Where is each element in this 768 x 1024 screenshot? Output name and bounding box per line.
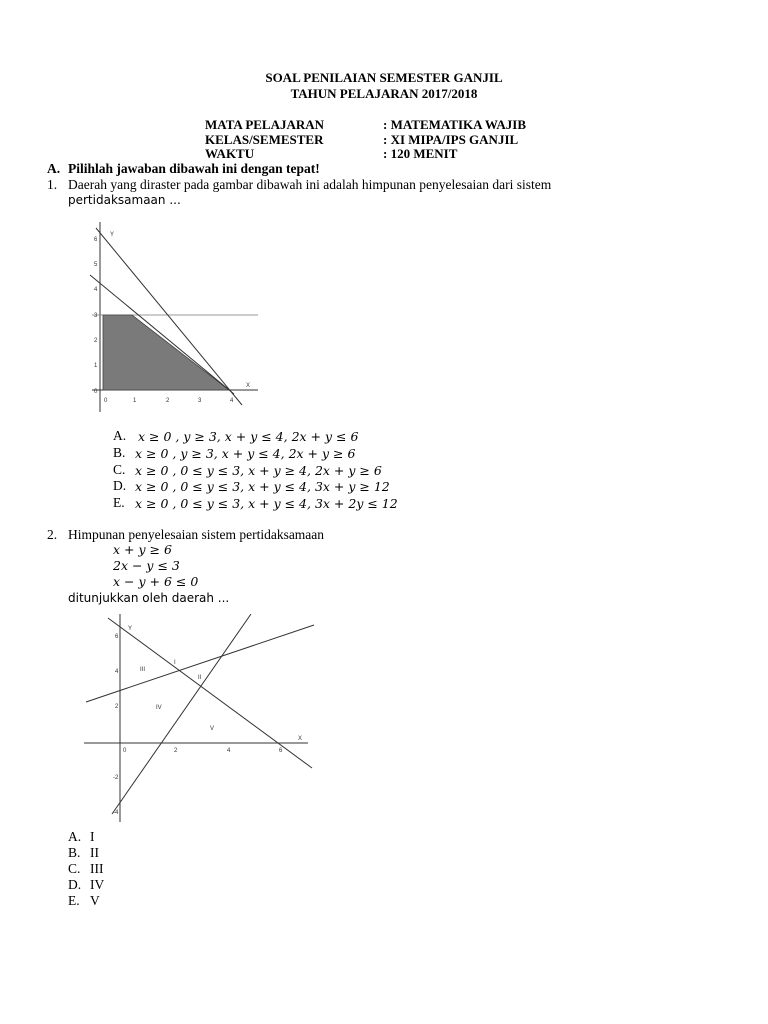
q2-option-a-letter: A. xyxy=(68,829,82,844)
q2-inequality-3: x − y + 6 ≤ 0 xyxy=(113,574,199,589)
q2-inequality-2: 2x − y ≤ 3 xyxy=(113,558,180,573)
meta-value-class: : XI MIPA/IPS GANJIL xyxy=(383,132,519,147)
q1-xtick-1: 1 xyxy=(133,398,137,404)
q2-ytick-2: 2 xyxy=(115,704,119,710)
q1-text-cont: pertidaksamaan ... xyxy=(68,193,181,207)
q2-option-e: V xyxy=(90,893,100,908)
q1-option-c-letter: C. xyxy=(113,462,126,477)
q2-option-e-letter: E. xyxy=(68,893,80,908)
q2-closing: ditunjukkan oleh daerah ... xyxy=(68,591,230,605)
q2-graph xyxy=(84,614,320,822)
q1-ytick-5: 5 xyxy=(94,262,98,268)
q2-option-a: I xyxy=(90,829,95,844)
q1-ytick-4: 4 xyxy=(94,287,98,293)
q2-option-b: II xyxy=(90,845,99,860)
q2-region-v: V xyxy=(210,726,215,732)
q2-inequality-1: x + y ≥ 6 xyxy=(113,542,172,557)
meta-label-subject: MATA PELAJARAN xyxy=(205,117,325,132)
q1-text: Daerah yang diraster pada gambar dibawah ini adalah himpunan penyelesaian dari sistem xyxy=(68,177,552,192)
q1-xtick-3: 3 xyxy=(198,398,202,404)
q1-ytick-1: 1 xyxy=(94,363,98,369)
q1-option-b-letter: B. xyxy=(113,445,126,460)
q1-y-label: Y xyxy=(110,232,115,238)
q2-ytick-4: 4 xyxy=(115,669,119,675)
q2-xtick-4: 4 xyxy=(227,748,231,754)
q2-option-d: IV xyxy=(90,877,105,892)
meta-label-time: WAKTU xyxy=(205,146,255,161)
q2-option-c-letter: C. xyxy=(68,861,81,876)
q1-graph xyxy=(82,222,264,412)
q1-option-b: x ≥ 0 , y ≥ 3, x + y ≤ 4, 2x + y ≥ 6 xyxy=(135,446,356,461)
section-instruction: Pilihlah jawaban dibawah ini dengan tepat! xyxy=(68,161,320,176)
q2-xtick-0: 0 xyxy=(123,748,127,754)
q2-option-b-letter: B. xyxy=(68,845,81,860)
q1-ytick-2: 2 xyxy=(94,338,98,344)
q2-region-iii: III xyxy=(140,667,146,673)
q1-option-d-letter: D. xyxy=(113,478,127,493)
q1-x-label: X xyxy=(246,383,251,389)
q2-x-label: X xyxy=(298,736,303,742)
meta-label-class: KELAS/SEMESTER xyxy=(205,132,324,147)
q2-line-x-plus-y-6 xyxy=(108,618,312,768)
q1-ytick-6: 6 xyxy=(94,237,98,243)
exam-year: TAHUN PELAJARAN 2017/2018 xyxy=(290,86,478,101)
q1-ytick-3: 3 xyxy=(94,313,98,319)
q1-option-e: x ≥ 0 , 0 ≤ y ≤ 3, x + y ≤ 4, 3x + 2y ≤ 12 xyxy=(135,496,398,511)
q2-ytick-6: 6 xyxy=(115,634,119,640)
q1-xtick-0: 0 xyxy=(104,398,108,404)
q2-xtick-2: 2 xyxy=(174,748,178,754)
q2-region-i: I xyxy=(174,660,176,666)
q2-number: 2. xyxy=(47,527,58,542)
q1-ytick-0: 0 xyxy=(94,389,98,395)
q2-ytick-neg4: -4 xyxy=(113,810,119,816)
q2-region-iv: IV xyxy=(156,705,162,711)
q1-option-d: x ≥ 0 , 0 ≤ y ≤ 3, x + y ≤ 4, 3x + y ≥ 12 xyxy=(135,479,390,494)
q2-y-label: Y xyxy=(128,626,133,632)
q2-text: Himpunan penyelesaian sistem pertidaksamaan xyxy=(68,527,325,542)
q1-option-e-letter: E. xyxy=(113,495,125,510)
q1-option-a: x ≥ 0 , y ≥ 3, x + y ≤ 4, 2x + y ≤ 6 xyxy=(138,429,359,444)
q2-option-c: III xyxy=(90,861,104,876)
q1-xtick-4: 4 xyxy=(230,398,234,404)
q1-number: 1. xyxy=(47,177,58,192)
meta-value-subject: : MATEMATIKA WAJIB xyxy=(383,117,527,132)
q2-ytick-neg2: -2 xyxy=(113,775,119,781)
q1-shaded-region xyxy=(103,315,229,390)
meta-value-time: : 120 MENIT xyxy=(383,146,458,161)
q2-option-d-letter: D. xyxy=(68,877,82,892)
exam-title: SOAL PENILAIAN SEMESTER GANJIL xyxy=(265,70,503,85)
q1-option-a-letter: A. xyxy=(113,428,127,443)
q2-xtick-6: 6 xyxy=(279,748,283,754)
q1-option-c: x ≥ 0 , 0 ≤ y ≤ 3, x + y ≥ 4, 2x + y ≥ 6 xyxy=(135,463,382,478)
q1-xtick-2: 2 xyxy=(166,398,170,404)
q2-region-ii: II xyxy=(198,675,202,681)
q2-line-2x-minus-y-3 xyxy=(112,614,251,814)
section-marker: A. xyxy=(47,161,61,176)
